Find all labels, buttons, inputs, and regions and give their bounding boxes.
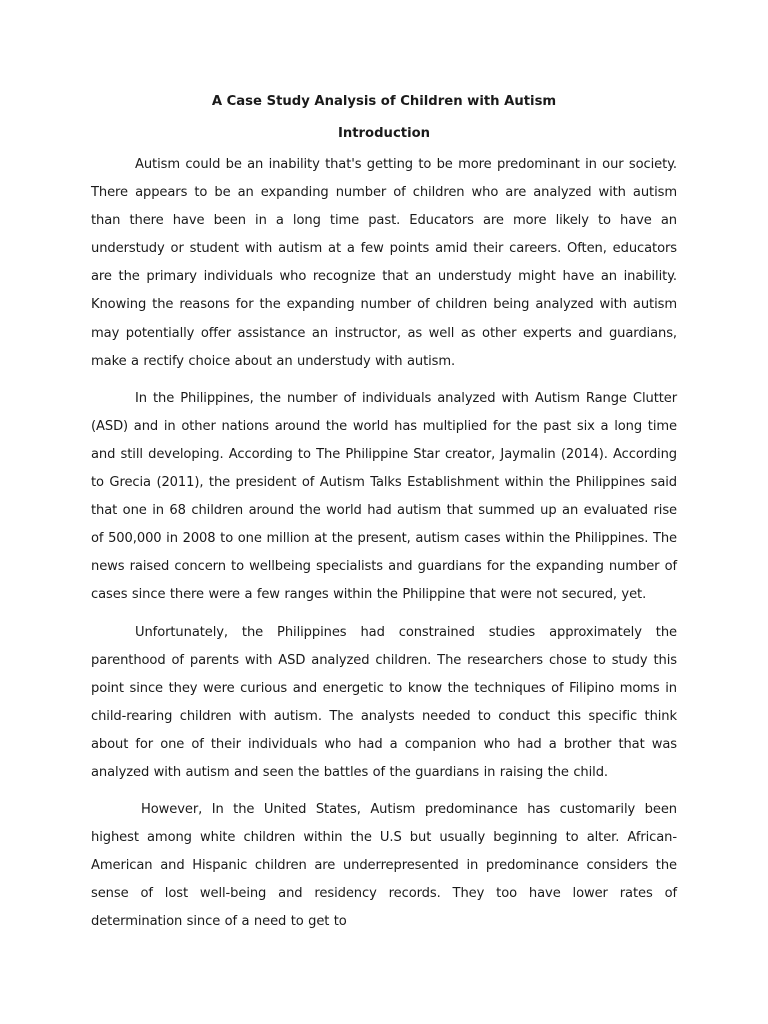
paragraph-2: In the Philippines, the number of individuals analyzed with Autism Range Clutter (ASD) and in other nations around the world has multiplied for the past six a long time and still developing. According to The Philippine Star creator, Jaymalin (2014). According to Grecia (2011), the president of Autism Talks Establishment within the Philippines said that one in 68 children around the world had autism that summed up an evaluated rise of 500,000 in 2008 to one million at the present, autism cases within the Philippines. The news raised concern to wellbeing specialists and guardians for the expanding number of cases since there were a few ranges within the Philippine that were not secured, yet. (91, 390, 677, 603)
paragraph-1: Autism could be an inability that's getting to be more predominant in our society. There appears to be an expanding number of children who are analyzed with autism than there have been in a long time past. Educators are more likely to have an understudy or student with autism at a few points amid their careers. Often, educators are the primary individuals who recognize that an understudy might have an inability. Knowing the reasons for the expanding number of children being analyzed with autism may potentially offer assistance an instructor, as well as other experts and guardians, make a rectify choice about an understudy with autism. (91, 157, 677, 369)
section-heading-introduction: Introduction (337, 126, 431, 141)
paragraph-4: However, In the United States, Autism predominance has customarily been highest among white children within the U.S but usually beginning to alter. African-American and Hispanic children are underrepresented in predominance considers the sense of lost well-being and residency records. They too have lower rates of determination since of a need to get to (91, 802, 677, 930)
paragraph-3: Unfortunately, the Philippines had constrained studies approximately the parenthood of parents with ASD analyzed children. The researchers chose to study this point since they were curious and energetic to know the techniques of Filipino moms in child-rearing children with autism. The analysts needed to conduct this specific think about for one of their individuals who had a companion who had a brother that was analyzed with autism and seen the battles of the guardians in raising the child. (91, 624, 677, 780)
document-title: A Case Study Analysis of Children with Autism (211, 94, 557, 109)
